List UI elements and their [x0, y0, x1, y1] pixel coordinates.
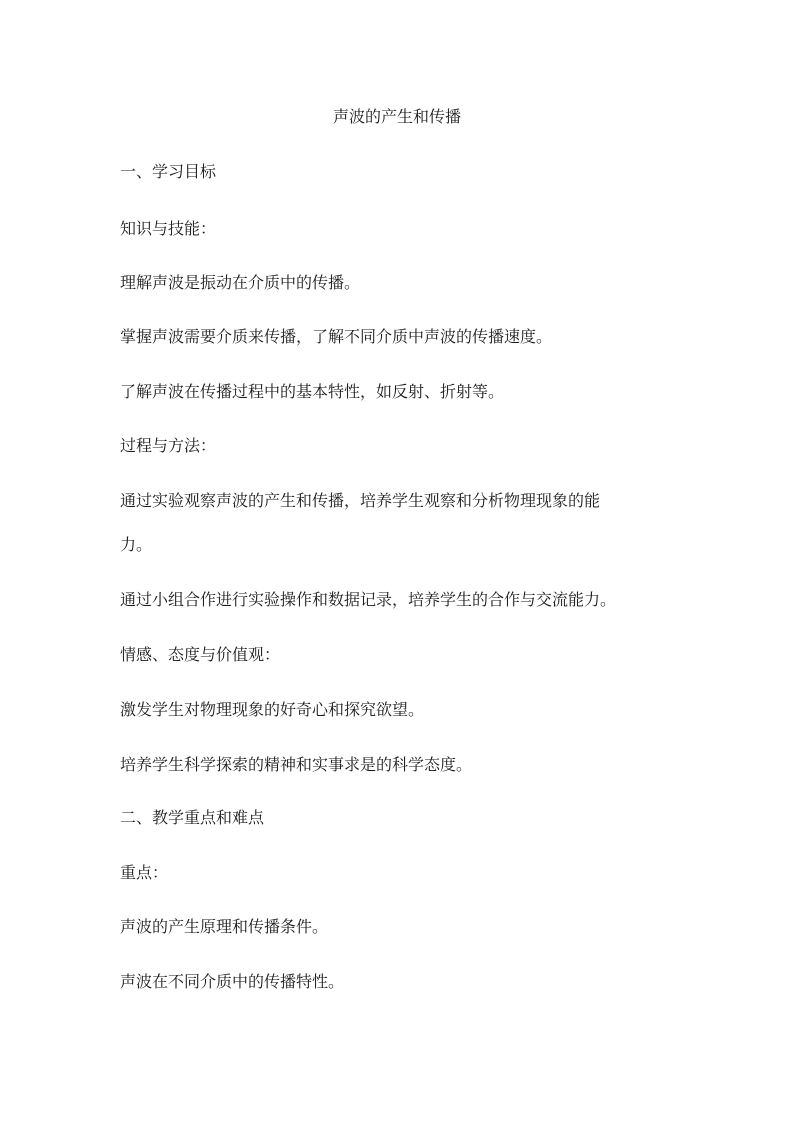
subheading-knowledge-skills: 知识与技能：	[120, 219, 217, 238]
paragraph-line: 通过小组合作进行实验操作和数据记录，培养学生的合作与交流能力。	[120, 590, 617, 609]
paragraph-line: 声波的产生原理和传播条件。	[120, 917, 329, 936]
subheading-emotion-values: 情感、态度与价值观：	[120, 645, 281, 664]
paragraph-line: 通过实验观察声波的产生和传播，培养学生观察和分析物理现象的能	[120, 491, 601, 510]
paragraph-line: 培养学生科学探索的精神和实事求是的科学态度。	[120, 755, 473, 774]
paragraph-line: 力。	[120, 535, 153, 554]
paragraph-line: 掌握声波需要介质来传播，了解不同介质中声波的传播速度。	[120, 327, 553, 346]
subheading-key-points: 重点：	[120, 863, 169, 882]
document-title: 声波的产生和传播	[332, 107, 461, 126]
subheading-process-methods: 过程与方法：	[120, 436, 217, 455]
paragraph-line: 了解声波在传播过程中的基本特性，如反射、折射等。	[120, 382, 505, 401]
paragraph-line: 声波在不同介质中的传播特性。	[120, 972, 345, 991]
section-heading-objectives: 一、学习目标	[120, 162, 217, 181]
section-heading-key-points: 二、教学重点和难点	[120, 808, 265, 827]
paragraph-line: 激发学生对物理现象的好奇心和探究欲望。	[120, 700, 425, 719]
paragraph-line: 理解声波是振动在介质中的传播。	[120, 273, 361, 292]
